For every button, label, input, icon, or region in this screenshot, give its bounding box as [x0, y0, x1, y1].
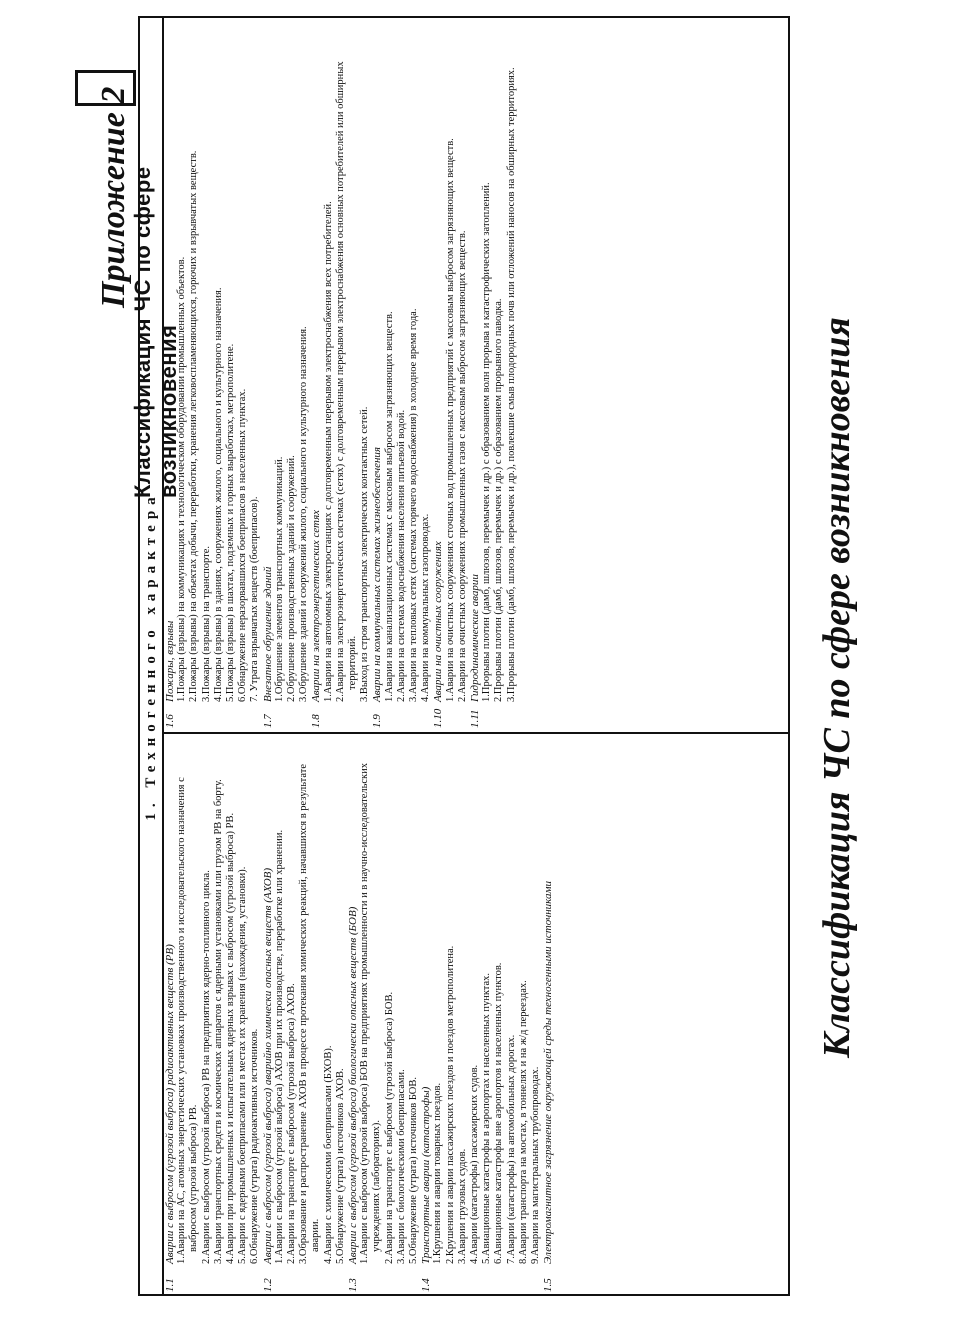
section: [164, 734, 262, 1294]
list-item: 8.Аварии транспорта на мостах, в тоннелях и на ж/д переездах.: [517, 980, 529, 1264]
section: [262, 734, 347, 1294]
list-item: 7. Утрата взрывчатых веществ (боеприпасов).: [249, 496, 261, 702]
list-item: 3.Пожары (взрывы) на транспорте.: [200, 546, 212, 702]
list-item: 7.Аварии (катастрофы) на автомобильных дорогах.: [505, 1034, 517, 1264]
list-item: 2.Аварии на транспорте с выбросом (угрозой выброса) БОВ.: [383, 991, 395, 1264]
list-item: 5.Аварии с ядерными боеприпасами или в местах их хранения (нахождения, установки).: [237, 866, 249, 1264]
list-item: 1.Аварии с выбросом (угрозой выброса) БОВ на предприятиях промышленности и в научно-исследовательских учреждениях (лабораториях).: [359, 762, 383, 1264]
list-item: 3.Образование и распространение АХОВ в процессе протекания химических реакций, начавшихся в результате аварии.: [298, 763, 322, 1264]
list-item: 3.Аварии грузовых судов.: [456, 1148, 468, 1264]
section-number: 1.2: [261, 1278, 274, 1292]
list-item: 1.Аварии на очистных сооружениях сточных вод промышленных предприятий с массовым выбросом загрязняющих веществ.: [444, 138, 456, 702]
bottom-title: Классификация ЧС по сфере возникновения: [816, 317, 858, 1058]
list-item: 1.Обрушение элементов транспортных коммуникаций.: [273, 456, 285, 702]
list-item: 2.Прорывы плотин (дамб, шлюзов, перемычек и др.) с образованием прорывного паводка.: [493, 298, 505, 702]
section-number: 1.6: [164, 714, 176, 728]
section-number: 1.4: [420, 1278, 433, 1292]
section-number: 1.3: [347, 1278, 360, 1292]
list-item: 3.Выход из строя транспортных электрических контактных сетей.: [359, 406, 371, 702]
list-item: 1.Крушения и аварии товарных поездов.: [432, 1082, 444, 1264]
list-item: 1.Аварии с выбросом (угрозой выброса) АХОВ при их производстве, переработке или хранении.: [273, 829, 285, 1264]
appendix-title: Приложение 2: [95, 86, 132, 308]
section: [347, 734, 420, 1294]
list-item: 5.Пожары (взрывы) в шахтах, подземных и горных выработках, метрополитене.: [225, 343, 237, 702]
list-item: 3.Аварии транспортных средств и космических аппаратов с ядерными установками или грузом РВ на борту.: [212, 779, 224, 1264]
list-item: 3.Обрушение зданий и сооружений жилого, социального и культурного назначения.: [298, 326, 310, 702]
right-column: [164, 18, 788, 732]
section: [164, 18, 262, 732]
section-title: Аварии на коммунальных системах жизнеобеспечения: [371, 446, 384, 702]
section: [371, 18, 432, 732]
list-item: 1.Прорывы плотин (дамб, шлюзов, перемычек и др.) с образованием волн прорыва и катастрофических затоплений.: [481, 182, 493, 702]
section-title: Гидродинамические аварии: [469, 574, 482, 702]
list-item: 9.Аварии на магистральных трубопроводах.: [530, 1066, 542, 1264]
list-item: 6.Обнаружение (утрата) радиоактивных источников.: [249, 1028, 261, 1264]
section: [542, 734, 554, 1294]
section-number: 1.11: [469, 709, 482, 728]
list-item: 5.Обнаружение (утрата) источников АХОВ.: [334, 1068, 346, 1264]
section-title: Транспортные аварии (катастрофы): [420, 1086, 433, 1264]
list-item: 2.Крушения и аварии пассажирских поездов и поездов метрополитена.: [444, 945, 456, 1264]
list-item: 2.Пожары (взрывы) на объектах добычи, переработки, хранения легковоспламеняющихся, горючих и взрывчатых веществ.: [188, 150, 200, 702]
section: [310, 18, 371, 732]
list-item: 2.Аварии с выбросом (угрозой выброса) РВ на предприятиях ядерно-топливного цикла.: [200, 870, 212, 1264]
top-title: Классификация ЧС по сфере возникновения: [130, 166, 181, 498]
list-item: 1.Аварии на АС, атомных энергетических установках производственного и исследовательского назначения с выбросом (угрозой выброса) РВ.: [176, 777, 200, 1264]
list-item: 5.Авиационные катастрофы в аэропортах и населенных пунктах.: [481, 972, 493, 1264]
section-number: 1.1: [164, 1278, 176, 1292]
list-item: 3.Прорывы плотин (дамб, шлюзов, перемычек и др.), повлекшие смыв плодородных почв или отложений наносов на обширных территориях.: [505, 67, 517, 702]
list-item: 4.Аварии при промышленных и испытательных ядерных взрывах с выбросом (угрозой выброса) РВ.: [225, 812, 237, 1264]
section-number: 1.8: [310, 714, 323, 728]
list-item: 1.Пожары (взрывы) на коммуникациях и технологическом оборудовании промышленных объектов.: [176, 256, 188, 702]
section: [420, 734, 542, 1294]
section-title: Аварии с выбросом (угрозой выброса) биологически опасных веществ (БОВ): [347, 906, 360, 1264]
section-title: Аварии на очистных сооружениях: [432, 541, 445, 702]
section: [469, 18, 518, 732]
list-item: 2.Аварии на транспорте с выбросом (угрозой выброса) АХОВ.: [286, 983, 298, 1264]
table-heading: 1. Техногенного характера: [140, 18, 164, 1294]
section-number: 1.7: [261, 714, 274, 728]
list-item: 4.Аварии на коммунальных газопроводах.: [420, 513, 432, 702]
list-item: 1.Аварии на автономных электростанциях с долговременным перерывом электроснабжения всех потребителей.: [322, 201, 334, 702]
list-item: 4.Аварии (катастрофы) пассажирских судов.: [469, 1064, 481, 1264]
list-item: 6.Авиационные катастрофы вне аэропортов и населенных пунктов.: [493, 962, 505, 1264]
list-item: 2.Аварии на системах водоснабжения населения питьевой водой.: [395, 409, 407, 702]
section: [432, 18, 469, 732]
list-item: 3.Аварии на тепловых сетях (системах горячего водоснабжения) в холодное время года.: [408, 308, 420, 702]
section-number: 1.10: [432, 708, 445, 728]
section-title: Электромагнитное загрязнение окружающей среды техногенными источниками: [542, 880, 555, 1264]
list-item: 4.Пожары (взрывы) в зданиях, сооружениях жилого, социального и культурного назначения.: [212, 287, 224, 702]
list-item: 4.Аварии с химическими боеприпасами (БХОВ).: [322, 1045, 334, 1264]
list-item: 2.Аварии на очистных сооружениях промышленных газов с массовым выбросом загрязняющих веществ.: [456, 230, 468, 702]
section-number: 1.9: [371, 714, 384, 728]
list-item: 1.Аварии на канализационных системах с массовым выбросом загрязняющих веществ.: [383, 311, 395, 702]
list-item: 6.Обнаружение неразорвавшихся боеприпасов в населенных пунктах.: [237, 388, 249, 702]
list-item: 2.Обрушение производственных зданий и сооружений.: [286, 455, 298, 702]
list-item: 2.Аварии на электроэнергетических системах (сетях) с долговременным перерывом электроснабжения основных потребителей или обширных территорий.: [334, 61, 359, 702]
left-column: [164, 732, 788, 1294]
classification-table: [138, 16, 790, 1296]
section: [262, 18, 311, 732]
list-item: 5.Обнаружение (утрата) источников БОВ.: [408, 1076, 420, 1264]
section-title: Внезапное обрушение зданий: [261, 566, 274, 702]
section-title: Аварии с выбросом (угрозой выброса) аварийно химически опасных веществ (АХОВ): [261, 867, 274, 1264]
section-title: Аварии с выбросом (угрозой выброса) радиоактивных веществ (РВ): [164, 944, 176, 1264]
section-title: Аварии на электроэнергетических сетях: [310, 509, 323, 702]
section-title: Пожары, взрывы: [164, 620, 176, 702]
section-number: 1.5: [542, 1278, 555, 1292]
list-item: 3.Аварии с биологическими боеприпасами.: [395, 1069, 407, 1264]
